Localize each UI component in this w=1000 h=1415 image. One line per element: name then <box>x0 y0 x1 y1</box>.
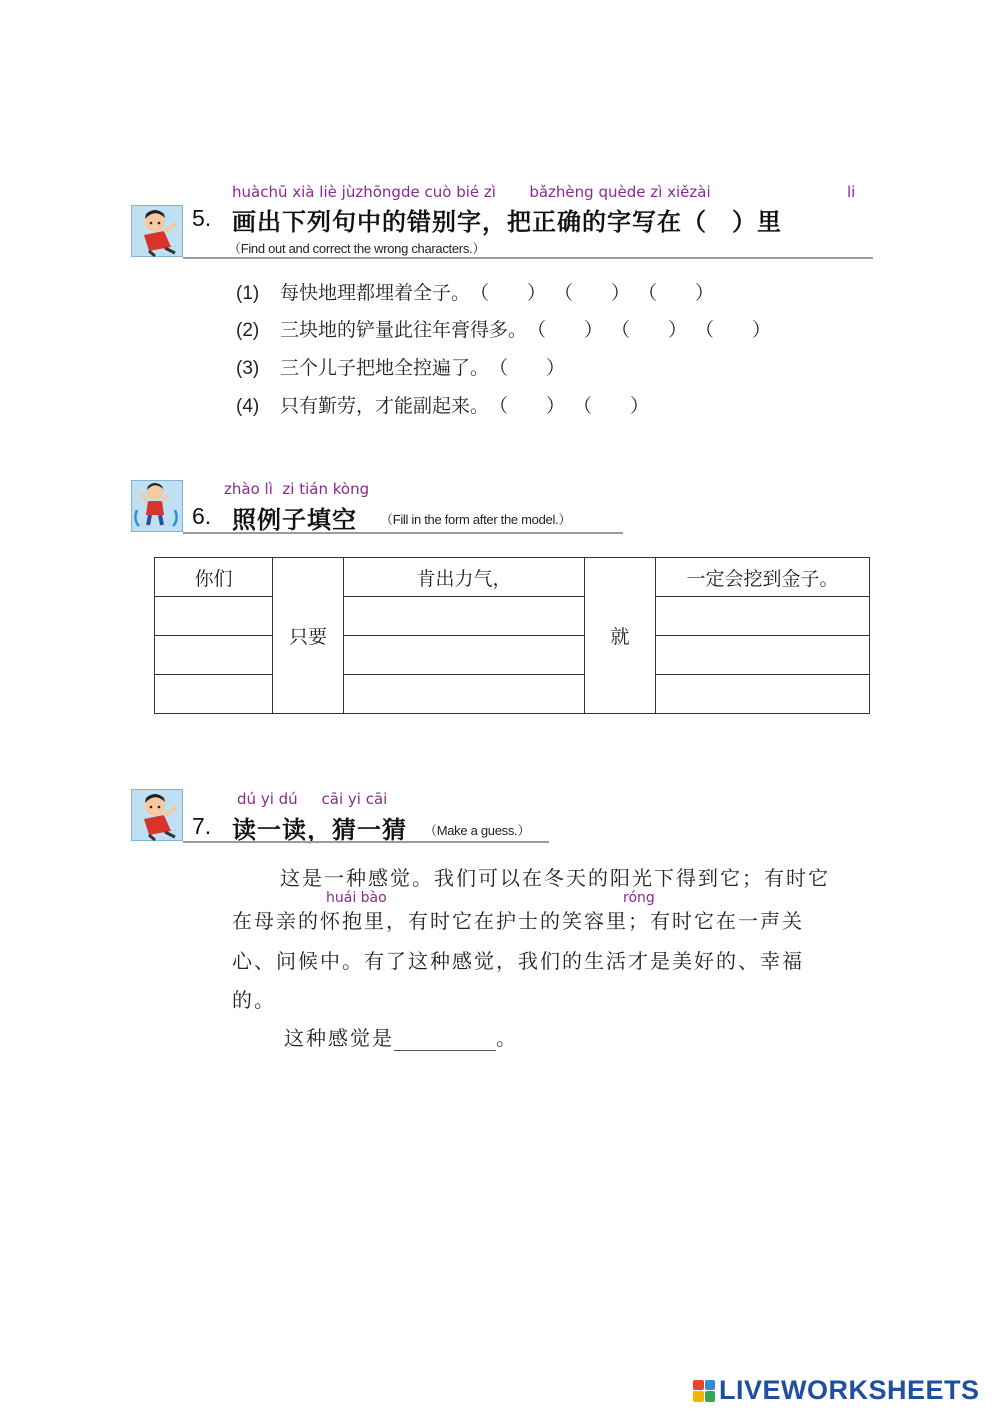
title-underline <box>183 532 623 534</box>
connector-cell: 只要 <box>273 558 344 714</box>
question-text: 只有斳劳，才能副起来。 <box>280 395 490 417</box>
section-title: 读一读，猜一猜 <box>232 815 407 844</box>
answer-box[interactable] <box>695 315 779 342</box>
subject-input-cell[interactable] <box>155 636 273 675</box>
brand-name: LIVEWORKSHEETS <box>719 1375 980 1405</box>
brand-mark-icon <box>693 1380 715 1402</box>
pinyin: zhèng <box>548 183 594 201</box>
answer-prompt-text: 这种感觉是 <box>284 1026 394 1050</box>
question-number: (1) <box>236 283 260 304</box>
result-input-cell[interactable] <box>656 636 870 675</box>
condition-input-cell[interactable] <box>344 636 585 675</box>
section-subtitle: （Fill in the form after the model.） <box>380 512 572 527</box>
pinyin: lì <box>264 480 273 498</box>
pinyin: tián <box>299 480 328 498</box>
section-number: 5. <box>192 205 212 231</box>
result-input-cell[interactable] <box>656 675 870 714</box>
question-text: 三个儿子把地全控遍了。 <box>280 357 490 379</box>
condition-input-cell[interactable] <box>344 675 585 714</box>
pinyin: bié <box>456 183 480 201</box>
pinyin: de <box>626 183 646 201</box>
answer-box[interactable] <box>611 315 695 342</box>
pinyin: cāi <box>321 790 344 808</box>
result-input-cell[interactable] <box>656 597 870 636</box>
answer-end: 。 <box>496 1026 518 1050</box>
pinyin: jù <box>341 183 356 201</box>
pinyin: xiě <box>667 183 690 201</box>
answer-box[interactable] <box>489 391 573 418</box>
result-cell: 一定会挖到金子。 <box>656 558 870 597</box>
pinyin: zì <box>650 183 663 201</box>
question-number: (2) <box>236 320 260 341</box>
pinyin-annotation: róng <box>623 890 655 906</box>
subject-input-cell[interactable] <box>155 597 273 636</box>
pinyin: de <box>400 183 420 201</box>
question-number: (3) <box>236 358 260 379</box>
passage-line: 这是一种感觉。我们可以在冬天的阳光下得到它；有时它 <box>280 866 830 890</box>
answer-box[interactable] <box>554 278 638 305</box>
section-title: 照例子填空 <box>232 505 357 534</box>
answer-box[interactable] <box>489 353 573 380</box>
pinyin: huà <box>232 183 261 201</box>
question-3 <box>236 353 573 380</box>
condition-cell: 肯出力气， <box>344 558 585 597</box>
pinyin: cāi <box>365 790 388 808</box>
boy-mascot-icon <box>131 789 183 841</box>
pinyin: li <box>847 183 856 201</box>
answer-box[interactable] <box>527 315 611 342</box>
answer-box[interactable] <box>573 391 657 418</box>
section-number: 7. <box>192 813 212 839</box>
pinyin: yi <box>347 790 361 808</box>
pinyin-row <box>237 790 387 808</box>
question-number: (4) <box>236 396 260 417</box>
title-underline <box>183 257 873 259</box>
pinyin: zì <box>483 183 496 201</box>
pinyin: zài <box>689 183 711 201</box>
pinyin: zhōng <box>355 183 401 201</box>
answer-prompt <box>284 1022 518 1051</box>
pinyin-row <box>232 183 711 201</box>
connector-cell: 就 <box>585 558 656 714</box>
pinyin-annotation: huái bào <box>326 890 387 906</box>
question-text: 三块地的铲量此往年膏得多。 <box>280 319 528 341</box>
pinyin: xià <box>292 183 315 201</box>
pinyin: dú <box>278 790 298 808</box>
answer-box[interactable] <box>470 278 554 305</box>
answer-box[interactable] <box>638 278 722 305</box>
section-subtitle: （Make a guess.） <box>424 823 531 838</box>
pinyin: zi <box>282 480 295 498</box>
liveworksheets-logo <box>693 1375 980 1406</box>
section-number: 6. <box>192 503 212 529</box>
pinyin: bǎ <box>529 183 549 201</box>
section-subtitle: （Find out and correct the wrong characters.） <box>228 241 486 256</box>
passage-line: 的。 <box>232 988 276 1012</box>
section-title: 画出下列句中的错别字，把正确的字写在（ ）里 <box>232 207 782 236</box>
pinyin-row <box>224 480 369 498</box>
question-2 <box>236 315 779 342</box>
model-table <box>154 557 870 714</box>
pinyin: yi <box>260 790 274 808</box>
pinyin: què <box>598 183 627 201</box>
passage-line: 在母亲的怀抱里，有时它在护士的笑容里；有时它在一声关 <box>232 909 804 933</box>
title-underline <box>183 841 549 843</box>
pinyin: chū <box>260 183 288 201</box>
answer-blank[interactable] <box>394 1030 496 1051</box>
boy-jumping-icon <box>131 480 183 532</box>
subject-cell: 你们 <box>155 558 273 597</box>
boy-mascot-icon <box>131 205 183 257</box>
pinyin: dú <box>237 790 257 808</box>
question-1 <box>236 278 722 305</box>
passage-line: 心、问候中。有了这种感觉，我们的生活才是美好的、幸福 <box>232 949 804 973</box>
condition-input-cell[interactable] <box>344 597 585 636</box>
pinyin: kòng <box>332 480 370 498</box>
question-text: 每快地理都埋着全子。 <box>280 282 471 304</box>
pinyin: zhào <box>224 480 260 498</box>
question-4 <box>236 391 657 418</box>
subject-input-cell[interactable] <box>155 675 273 714</box>
pinyin: cuò <box>424 183 452 201</box>
pinyin: liè <box>319 183 337 201</box>
